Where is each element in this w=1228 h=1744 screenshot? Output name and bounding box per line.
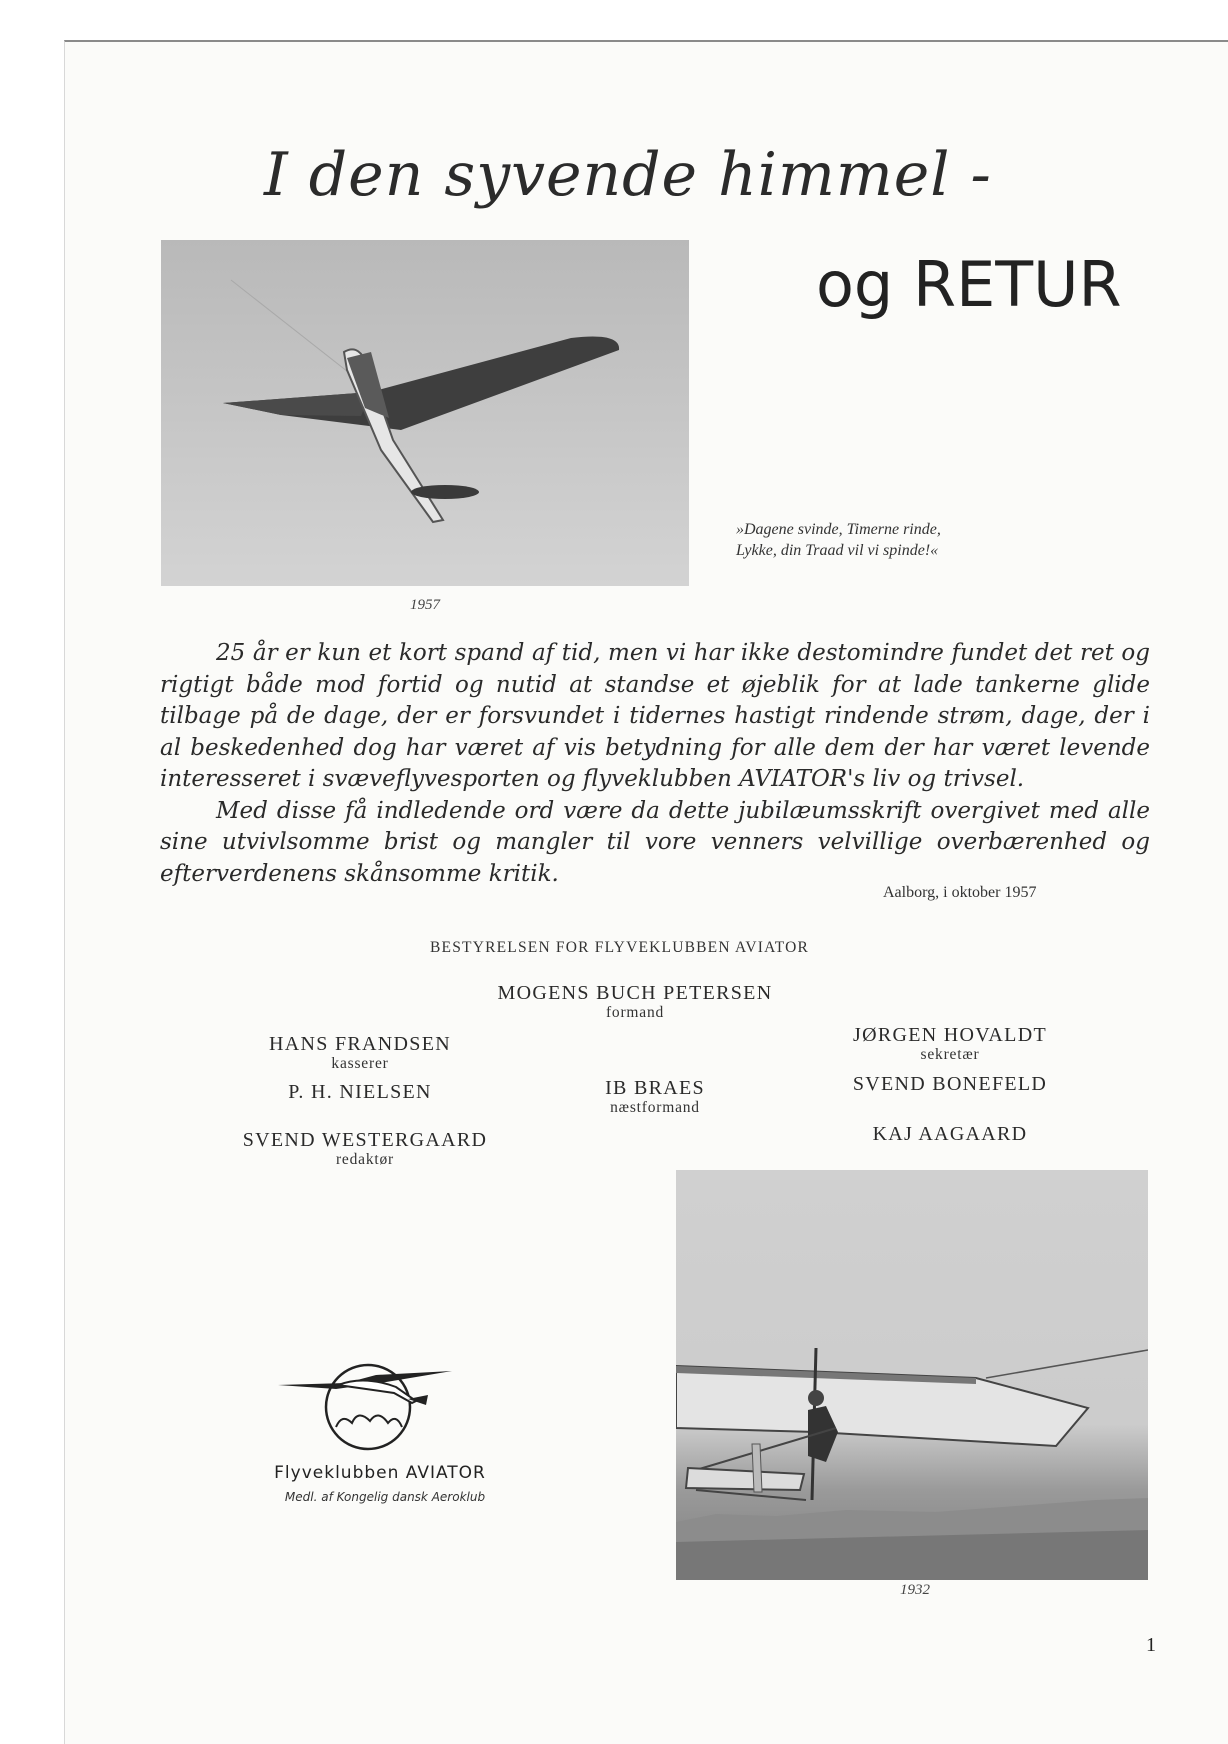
member-role: sekretær — [920, 1046, 980, 1063]
board-heading: BESTYRELSEN FOR FLYVEKLUBBEN AVIATOR — [430, 939, 810, 956]
member-name: IB BRAES — [605, 1077, 705, 1099]
epigraph-quote — [736, 519, 941, 561]
member-name: MOGENS BUCH PETERSEN — [497, 982, 773, 1004]
member-name: KAJ AAGAARD — [872, 1123, 1028, 1145]
member-name: P. H. NIELSEN — [288, 1081, 432, 1103]
member-role: formand — [605, 1004, 665, 1021]
member-role: redaktør — [335, 1151, 395, 1168]
quote-line-2: Lykke, din Traad vil vi spinde!« — [736, 542, 939, 559]
member-name: SVEND BONEFELD — [852, 1073, 1048, 1095]
photo-caption-1932: 1932 — [900, 1582, 930, 1598]
board-member-editor — [215, 1129, 515, 1169]
board-member-secretary — [820, 1024, 1080, 1064]
intro-text — [160, 638, 1150, 890]
board-member-vice-chairman — [540, 1077, 770, 1117]
club-subtitle: Medl. af Kongelig dansk Aeroklub — [284, 1490, 486, 1504]
member-name: SVEND WESTERGAARD — [242, 1129, 488, 1151]
page-number: 1 — [1146, 1634, 1156, 1656]
page-title-retur: og RETUR — [816, 248, 1122, 321]
aviator-logo-icon — [276, 1355, 460, 1453]
place-date: Aalborg, i oktober 1957 — [883, 884, 1037, 901]
intro-paragraph-2: Med disse få indledende ord være da dette jubilæumsskrift overgivet med alle sine utvivlsomme brist og mangler til vore venners velvillige overbærenhed og efterverdenens skånsomme kritik. — [160, 797, 1150, 887]
quote-line-1: »Dagene svinde, Timerne rinde, — [736, 521, 941, 538]
glider-photo-1957 — [161, 240, 689, 586]
member-role: kasserer — [331, 1055, 389, 1072]
member-name: JØRGEN HOVALDT — [853, 1024, 1047, 1046]
board-member-bonefeld — [820, 1073, 1080, 1096]
board-member-aagaard — [820, 1123, 1080, 1146]
club-name: Flyveklubben AVIATOR — [274, 1463, 486, 1483]
page-title-script: I den syvende himmel - — [264, 140, 992, 210]
glider-photo-1932 — [676, 1170, 1148, 1580]
intro-paragraph-1: 25 år er kun et kort spand af tid, men vi har ikke destomindre fundet det ret og rigtigt både mod fortid og nutid at standse et øjeblik for at lade tankerne glide tilbage på de dage, der er forsvundet i tidernes hastigt rindende strøm, dage, der i al beskedenhed dog har været af vis betydning for alle dem der har været levende interesseret i svæveflyvesporten og flyveklubben AVIATOR's liv og trivsel. — [160, 640, 1150, 792]
member-name: HANS FRANDSEN — [269, 1033, 451, 1055]
board-member-chairman — [480, 982, 790, 1022]
member-role: næstformand — [610, 1099, 700, 1116]
board-member-treasurer — [230, 1033, 490, 1073]
board-member-nielsen — [230, 1081, 490, 1104]
photo-caption-1957: 1957 — [410, 597, 440, 613]
